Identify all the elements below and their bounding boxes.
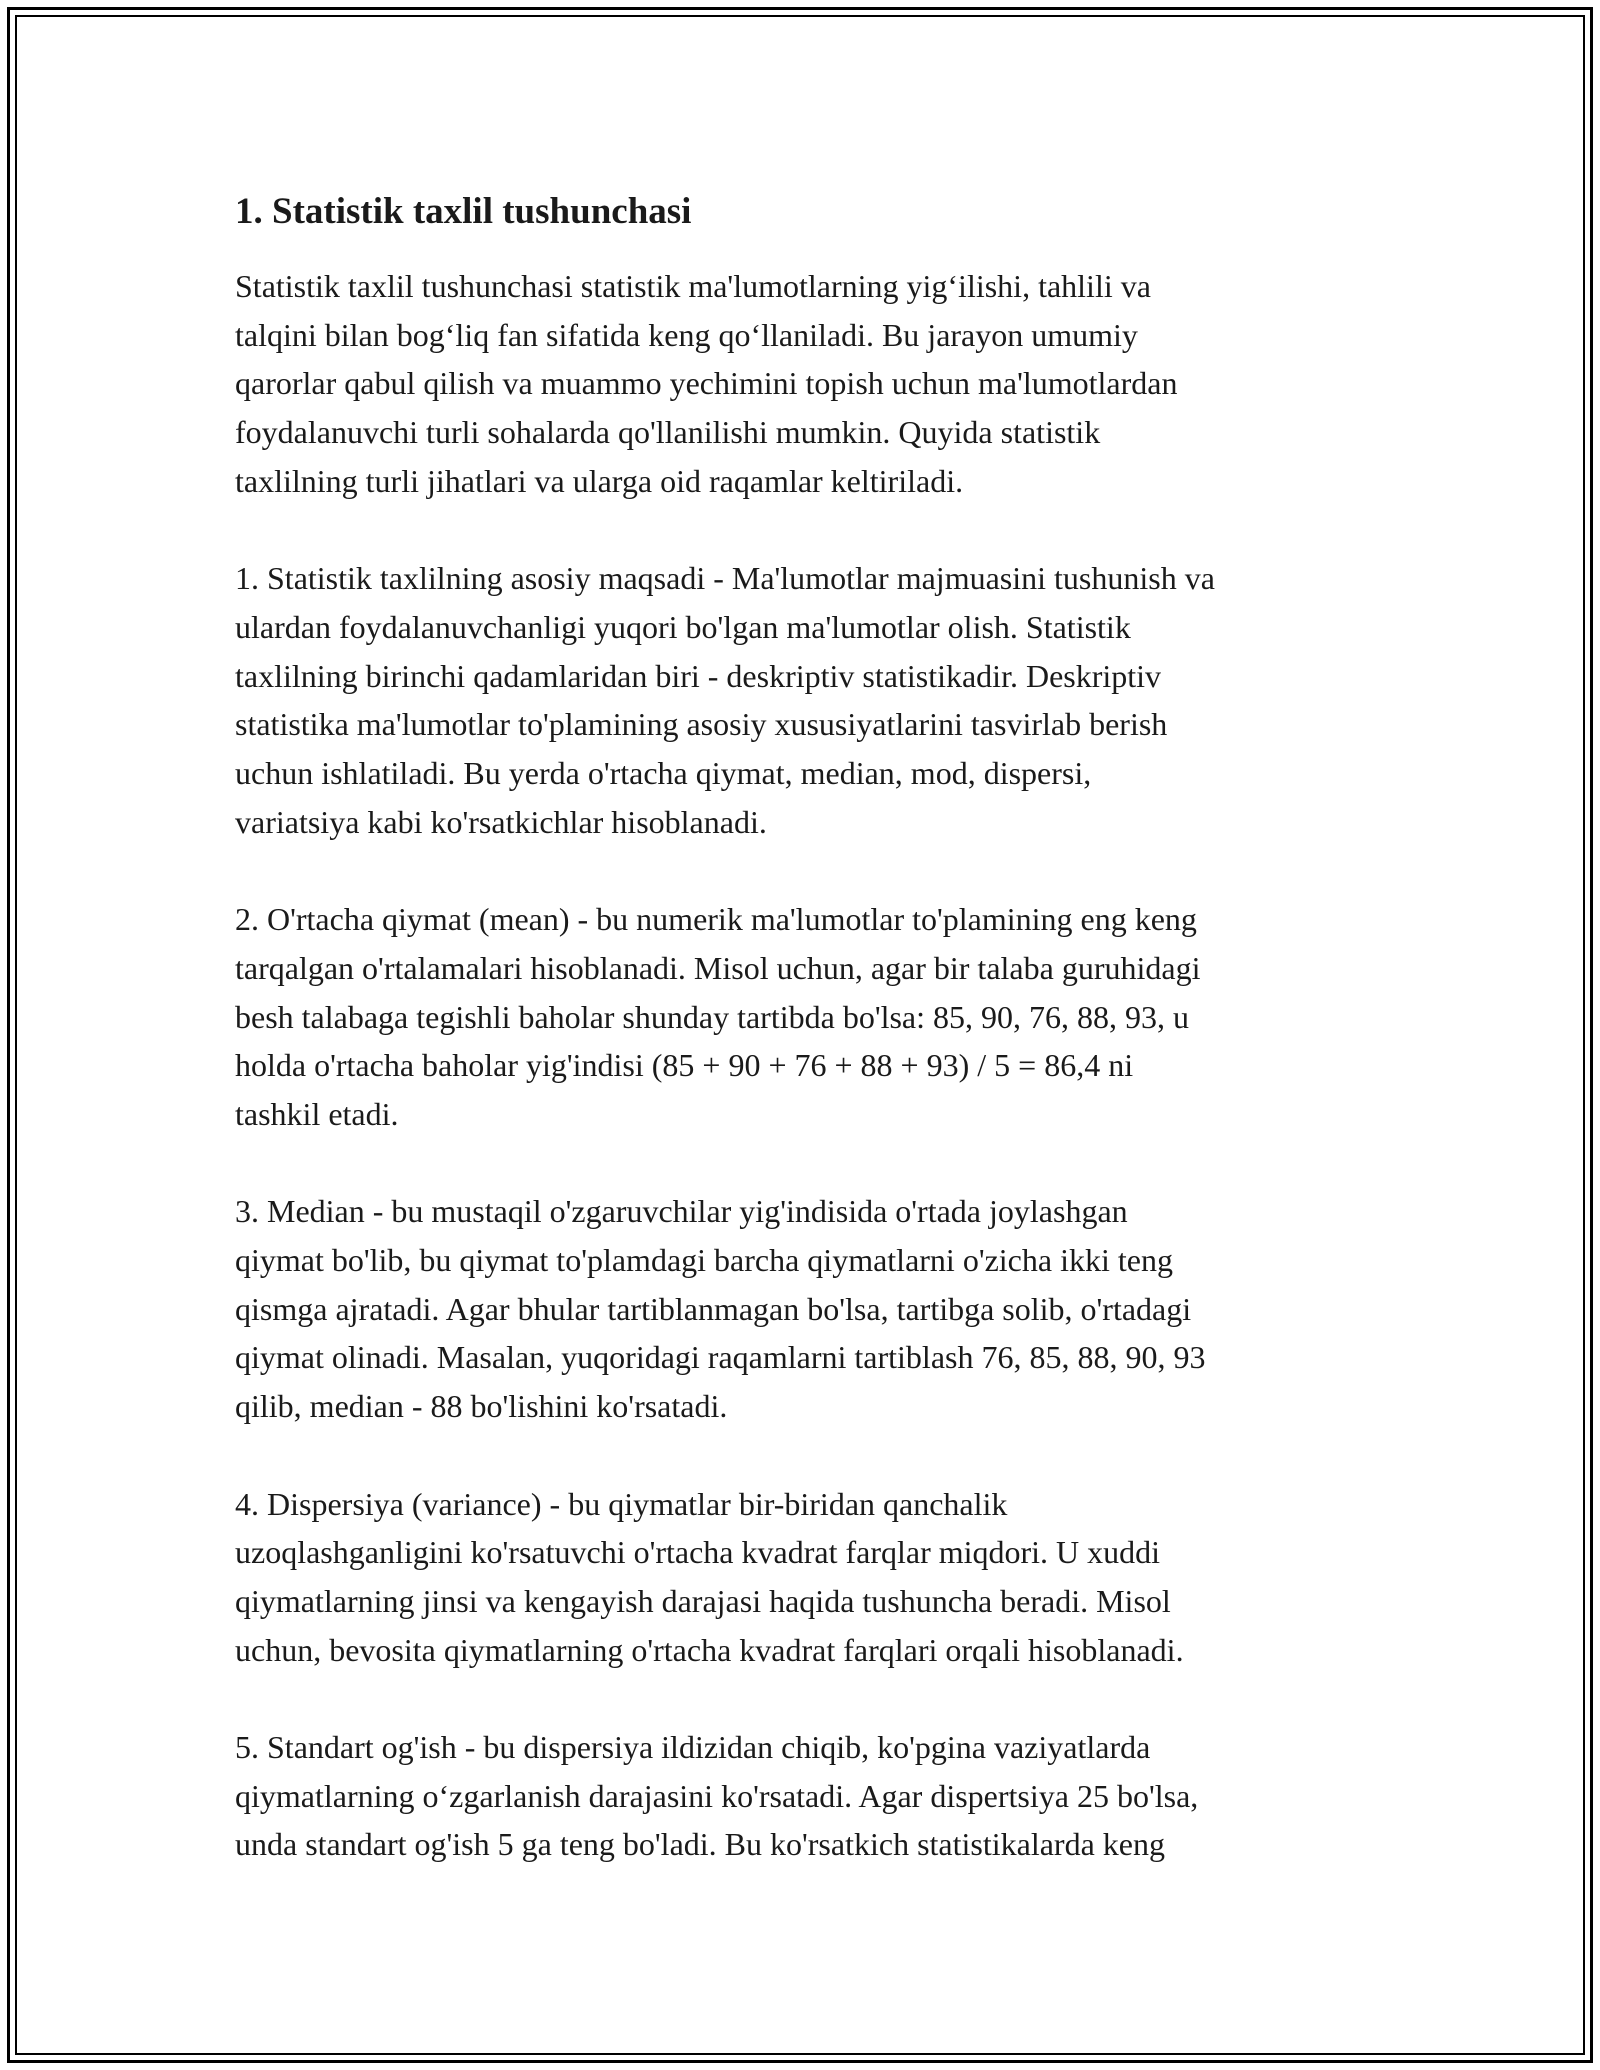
paragraph-item-2 <box>235 895 1365 1139</box>
text-line: besh talabaga tegishli baholar shunday tartibda bo'lsa: 85, 90, 76, 88, 93, u <box>235 998 1190 1035</box>
text-line: ulardan foydalanuvchanligi yuqori bo'lgan ma'lumotlar olish. Statistik <box>235 608 1131 645</box>
text-line: 1. Statistik taxlilning asosiy maqsadi - Ma'lumotlar majmuasini tushunish va <box>235 560 1215 597</box>
text-line: talqini bilan bog‘liq fan sifatida keng qo‘llaniladi. Bu jarayon umumiy <box>235 316 1138 353</box>
text-line: 2. O'rtacha qiymat (mean) - bu numerik ma'lumotlar to'plamining eng keng <box>235 901 1197 938</box>
text-line: statistika ma'lumotlar to'plamining asosiy xususiyatlarini tasvirlab berish <box>235 706 1168 743</box>
text-line: qarorlar qabul qilish va muammo yechimini topish uchun ma'lumotlardan <box>235 365 1178 402</box>
text-line: qismga ajratadi. Agar bhular tartiblanmagan bo'lsa, tartibga solib, o'rtadagi <box>235 1290 1192 1327</box>
document-body <box>235 190 1365 1869</box>
text-line: qiymatlarning jinsi va kengayish darajasi haqida tushuncha beradi. Misol <box>235 1582 1171 1619</box>
text-line: qilib, median - 88 bo'lishini ko'rsatadi. <box>235 1388 728 1425</box>
text-line: foydalanuvchi turli sohalarda qo'llanilishi mumkin. Quyida statistik <box>235 414 1101 451</box>
text-line: tashkil etadi. <box>235 1095 399 1132</box>
text-line: qiymat olinadi. Masalan, yuqoridagi raqamlarni tartiblash 76, 85, 88, 90, 93 <box>235 1339 1206 1376</box>
paragraph-gap <box>235 1674 1365 1723</box>
document-title: 1. Statistik taxlil tushunchasi <box>235 191 692 232</box>
text-line: Statistik taxlil tushunchasi statistik ma'lumotlarning yig‘ilishi, tahlili va <box>235 268 1151 304</box>
text-line: qiymatlarning o‘zgarlanish darajasini ko'rsatadi. Agar dispertsiya 25 bo'lsa, <box>235 1777 1199 1814</box>
text-line: 3. Median - bu mustaqil o'zgaruvchilar yig'indisida o'rtada joylashgan <box>235 1193 1128 1230</box>
paragraph-item-1 <box>235 554 1365 846</box>
text-line: uchun ishlatiladi. Bu yerda o'rtacha qiymat, median, mod, dispersi, <box>235 755 1092 792</box>
text-line: uchun, bevosita qiymatlarning o'rtacha kvadrat farqlari orqali hisoblanadi. <box>235 1631 1184 1668</box>
paragraph-gap <box>235 506 1365 555</box>
text-line: taxlilning turli jihatlari va ularga oid raqamlar keltiriladi. <box>235 462 964 499</box>
text-line: unda standart og'ish 5 ga teng bo'ladi. Bu ko'rsatkich statistikalarda keng <box>235 1826 1165 1863</box>
paragraph-item-4 <box>235 1480 1365 1675</box>
text-line: holda o'rtacha baholar yig'indisi (85 + 90 + 76 + 88 + 93) / 5 = 86,4 ni <box>235 1047 1134 1084</box>
text-line: qiymat bo'lib, bu qiymat to'plamdagi barcha qiymatlarni o'zicha ikki teng <box>235 1242 1173 1279</box>
paragraph-intro <box>235 262 1365 506</box>
text-line: uzoqlashganligini ko'rsatuvchi o'rtacha kvadrat farqlar miqdori. U xuddi <box>235 1534 1161 1571</box>
text-line: 5. Standart og'ish - bu dispersiya ildizidan chiqib, ko'pgina vaziyatlarda <box>235 1729 1151 1766</box>
paragraph-item-3 <box>235 1187 1365 1431</box>
paragraph-gap <box>235 1139 1365 1188</box>
paragraph-gap <box>235 846 1365 895</box>
text-line: 4. Dispersiya (variance) - bu qiymatlar bir-biridan qanchalik <box>235 1485 1008 1522</box>
text-line: tarqalgan o'rtalamalari hisoblanadi. Misol uchun, agar bir talaba guruhidagi <box>235 949 1201 986</box>
text-line: taxlilning birinchi qadamlaridan biri - deskriptiv statistikadir. Deskriptiv <box>235 657 1162 694</box>
text-line: variatsiya kabi ko'rsatkichlar hisoblanadi. <box>235 803 767 840</box>
paragraph-gap <box>235 1431 1365 1480</box>
paragraph-item-5 <box>235 1723 1365 1869</box>
